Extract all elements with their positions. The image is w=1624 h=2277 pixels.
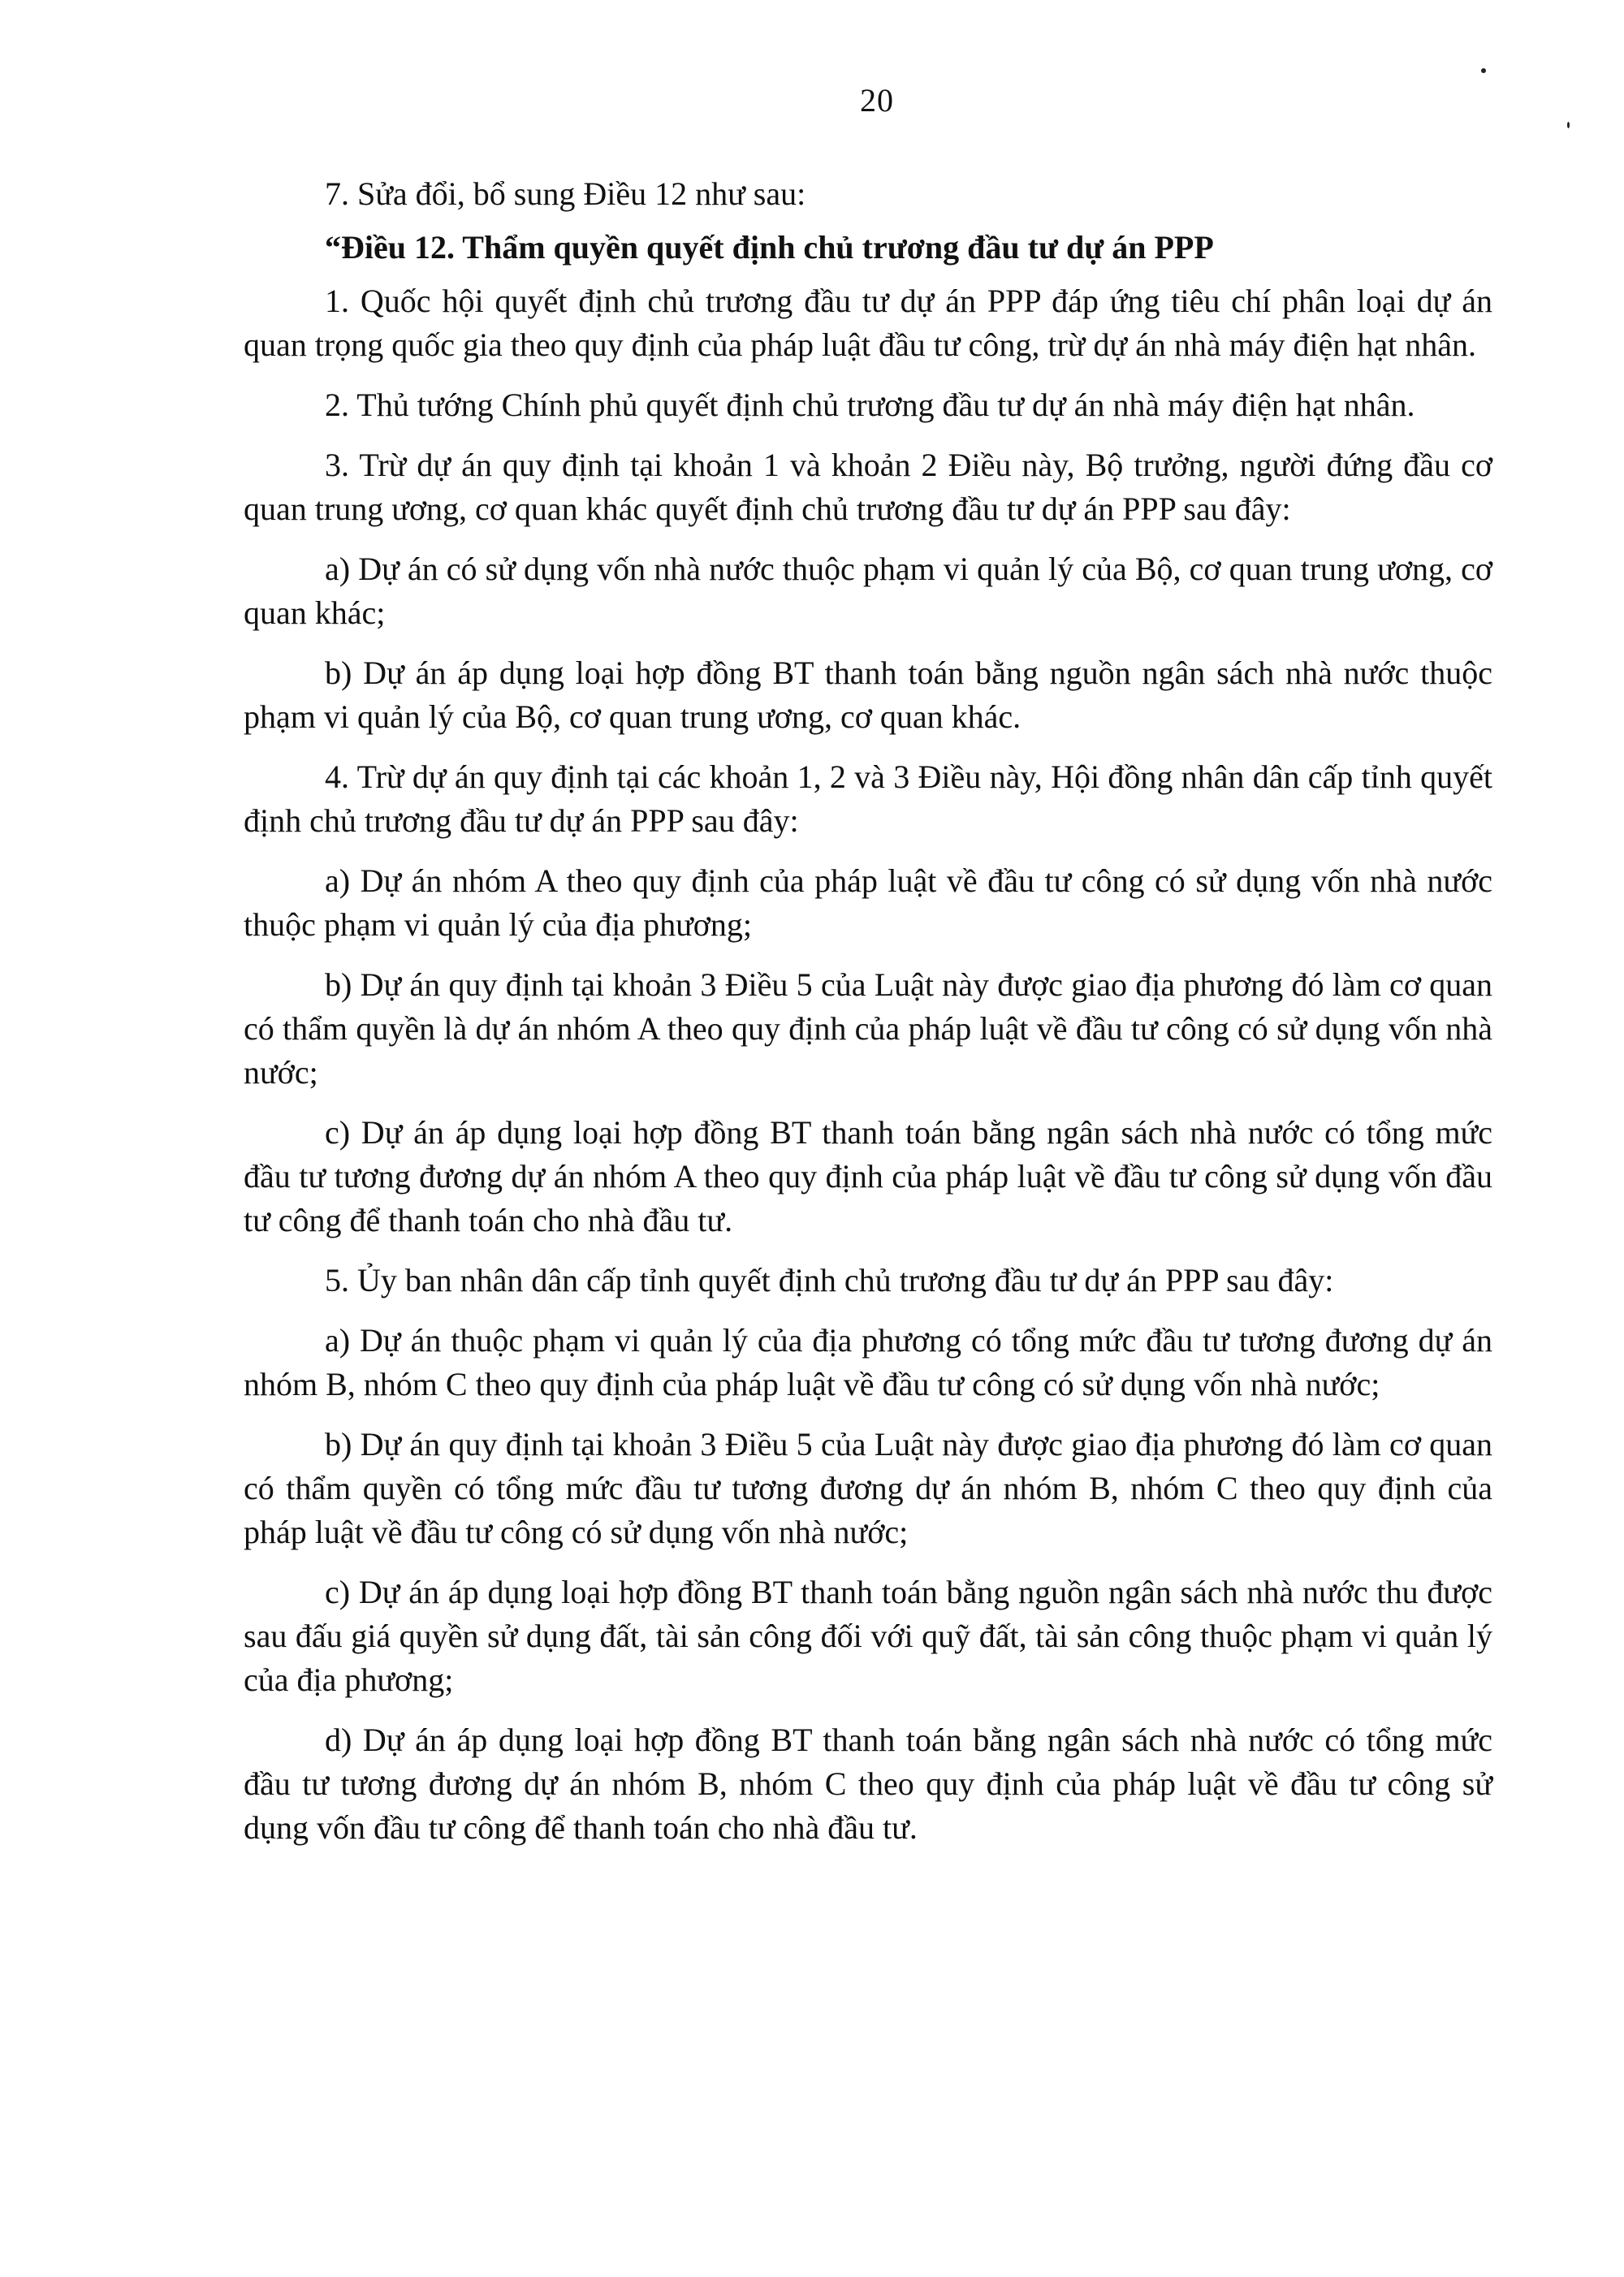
- clause-5-point-b: b) Dự án quy định tại khoản 3 Điều 5 của Luật này được giao địa phương đó làm cơ quan có thẩm quyền có tổng mức đầu tư tương đương dự án nhóm B, nhóm C theo quy định của pháp luật về đầu tư công có sử dụng vốn nhà nước;: [244, 1426, 1492, 1550]
- clause-4-point-a: a) Dự án nhóm A theo quy định của pháp luật về đầu tư công có sử dụng vốn nhà nước thuộc phạm vi quản lý của địa phương;: [244, 862, 1492, 943]
- scan-speck: [1567, 122, 1570, 128]
- clause-4: 4. Trừ dự án quy định tại các khoản 1, 2 và 3 Điều này, Hội đồng nhân dân cấp tỉnh quyết định chủ trương đầu tư dự án PPP sau đây:: [244, 758, 1492, 839]
- clause-3: 3. Trừ dự án quy định tại khoản 1 và khoản 2 Điều này, Bộ trưởng, người đứng đầu cơ quan trung ương, cơ quan khác quyết định chủ trương đầu tư dự án PPP sau đây:: [244, 447, 1492, 527]
- clause-4-point-b: b) Dự án quy định tại khoản 3 Điều 5 của Luật này được giao địa phương đó làm cơ quan có thẩm quyền là dự án nhóm A theo quy định của pháp luật về đầu tư công có sử dụng vốn nhà nước;: [244, 966, 1492, 1091]
- clause-3-point-b: b) Dự án áp dụng loại hợp đồng BT thanh toán bằng nguồn ngân sách nhà nước thuộc phạm vi quản lý của Bộ, cơ quan trung ương, cơ quan khác.: [244, 655, 1492, 735]
- page-number: 20: [860, 82, 894, 119]
- clause-2: 2. Thủ tướng Chính phủ quyết định chủ trương đầu tư dự án nhà máy điện hạt nhân.: [325, 387, 1415, 423]
- article-title: “Điều 12. Thẩm quyền quyết định chủ trương đầu tư dự án PPP: [325, 229, 1214, 266]
- clause-1: 1. Quốc hội quyết định chủ trương đầu tư dự án PPP đáp ứng tiêu chí phân loại dự án quan trọng quốc gia theo quy định của pháp luật đầu tư công, trừ dự án nhà máy điện hạt nhân.: [244, 283, 1492, 363]
- amendment-intro: 7. Sửa đổi, bổ sung Điều 12 như sau:: [325, 175, 806, 212]
- clause-3-point-a: a) Dự án có sử dụng vốn nhà nước thuộc phạm vi quản lý của Bộ, cơ quan trung ương, cơ quan khác;: [244, 551, 1492, 631]
- document-body: [244, 172, 1492, 1866]
- clause-4-point-c: c) Dự án áp dụng loại hợp đồng BT thanh toán bằng ngân sách nhà nước có tổng mức đầu tư tương đương dự án nhóm A theo quy định của pháp luật về đầu tư công sử dụng vốn đầu tư công để thanh toán cho nhà đầu tư.: [244, 1114, 1492, 1238]
- clause-5-point-a: a) Dự án thuộc phạm vi quản lý của địa phương có tổng mức đầu tư tương đương dự án nhóm B, nhóm C theo quy định của pháp luật về đầu tư công có sử dụng vốn nhà nước;: [244, 1322, 1492, 1402]
- clause-5-point-c: c) Dự án áp dụng loại hợp đồng BT thanh toán bằng nguồn ngân sách nhà nước thu được sau đấu giá quyền sử dụng đất, tài sản công đối với quỹ đất, tài sản công thuộc phạm vi quản lý của địa phương;: [244, 1574, 1492, 1698]
- scan-speck: [1481, 68, 1486, 73]
- clause-5: 5. Ủy ban nhân dân cấp tỉnh quyết định chủ trương đầu tư dự án PPP sau đây:: [325, 1262, 1334, 1298]
- clause-5-point-d: d) Dự án áp dụng loại hợp đồng BT thanh toán bằng ngân sách nhà nước có tổng mức đầu tư tương đương dự án nhóm B, nhóm C theo quy định của pháp luật về đầu tư công sử dụng vốn đầu tư công để thanh toán cho nhà đầu tư.: [244, 1722, 1492, 1846]
